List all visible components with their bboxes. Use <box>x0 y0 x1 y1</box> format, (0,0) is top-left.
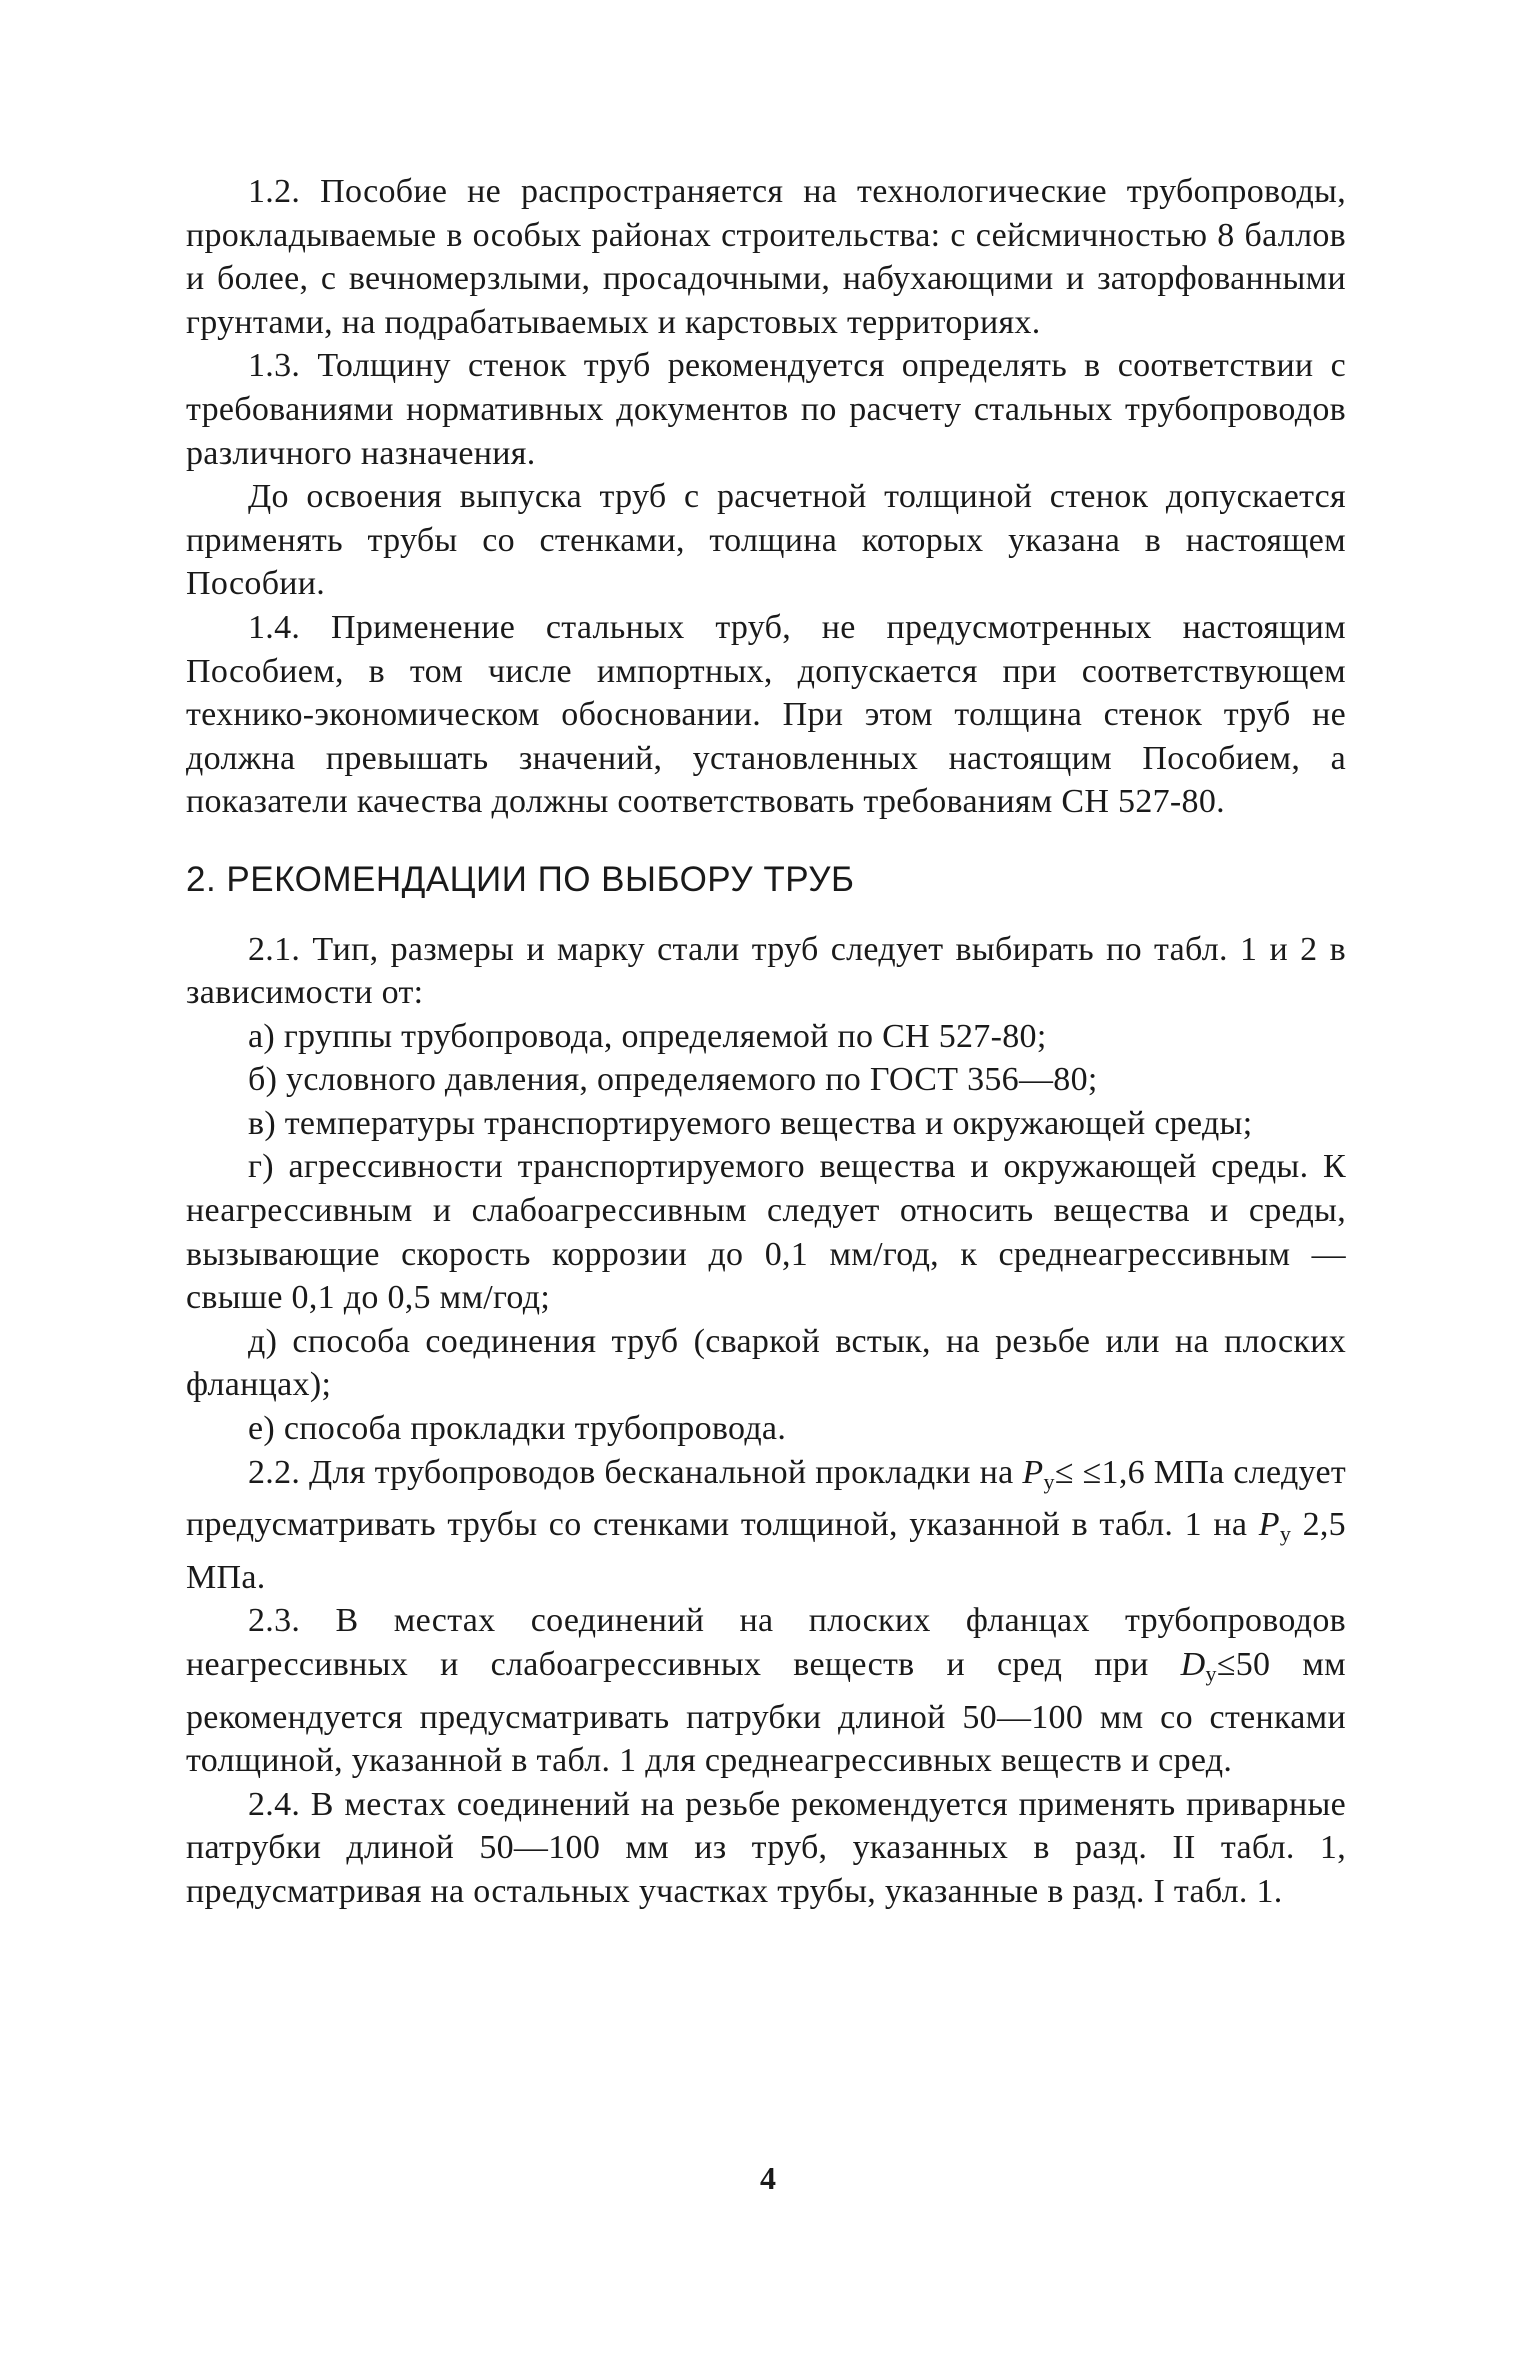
diameter-subscript: у <box>1205 1661 1217 1686</box>
paragraph-1-3: 1.3. Толщину стенок труб рекомендуется определять в соответствии с требованиями нормативных документов по расчету стальных трубопроводов различного назначения. <box>186 347 1346 472</box>
paragraph-2-1: 2.1. Тип, размеры и марку стали труб следует выбирать по табл. 1 и 2 в зависимости от: <box>186 930 1346 1012</box>
paragraph-2-3 <box>186 1599 1346 1782</box>
paragraph-2-3-part-b: ≤50 мм рекомендуется предусматривать патрубки длиной 50—100 мм со стенками толщиной, указанной в табл. 1 для среднеагрессивных веществ и сред. <box>186 1646 1346 1780</box>
paragraph-2-2-part-c: 2,5 МПа. <box>186 1506 1346 1596</box>
diameter-symbol: D <box>1180 1646 1206 1683</box>
paragraph-2-4: 2.4. В местах соединений на резьбе рекомендуется применять приварные патрубки длиной 50—100 мм из труб, указанных в разд. II табл. 1, предусматривая на остальных участках трубы, указанные в разд. I табл. 1. <box>186 1785 1346 1910</box>
pressure-symbol-2: P <box>1258 1506 1280 1544</box>
paragraph-2-2-part-b: ≤ ≤1,6 МПа следует предусматривать трубы со стенками толщиной, указанной в табл. 1 на <box>186 1453 1346 1544</box>
list-item-a: а) группы трубопровода, определяемой по СН 527-80; <box>248 1017 1047 1055</box>
paragraph-1-2: 1.2. Пособие не распространяется на технологические трубопроводы, прокладываемые в особых районах строительства: с сейсмичностью 8 баллов и более, с вечномерзлыми, просадочными, набухающими и заторфованными грунтами, на подрабатываемых и карстовых территориях. <box>186 173 1346 341</box>
page-body <box>186 170 1346 1914</box>
page-number: 4 <box>760 2160 776 2196</box>
paragraph-1-3-continued: До освоения выпуска труб с расчетной толщиной стенок допускается применять трубы со стенками, толщина которых указана в настоящем Пособии. <box>186 478 1346 603</box>
list-item-d: д) способа соединения труб (сваркой встык, на резьбе или на плоских фланцах); <box>186 1322 1346 1404</box>
section-2-heading: 2. РЕКОМЕНДАЦИИ ПО ВЫБОРУ ТРУБ <box>186 859 855 899</box>
paragraph-2-2 <box>186 1451 1346 1600</box>
pressure-subscript: у <box>1043 1468 1055 1494</box>
paragraph-2-3-part-a: 2.3. В местах соединений на плоских фланцах трубопроводов неагрессивных и слабоагрессивных веществ и сред при <box>186 1602 1346 1683</box>
list-item-b: б) условного давления, определяемого по ГОСТ 356—80; <box>248 1061 1098 1099</box>
paragraph-2-2-part-a: 2.2. Для трубопроводов бесканальной прокладки на <box>248 1453 1023 1491</box>
pressure-subscript-2: у <box>1279 1521 1292 1547</box>
list-item-e: е) способа прокладки трубопровода. <box>248 1410 787 1448</box>
list-item-g: г) агрессивности транспортируемого вещества и окружающей среды. К неагрессивным и слабоагрессивным следует относить вещества и среды, вызывающие скорость коррозии до 0,1 мм/год, к среднеагрессивным — свыше 0,1 до 0,5 мм/год; <box>186 1148 1346 1317</box>
list-item-v: в) температуры транспортируемого вещества и окружающей среды; <box>248 1104 1253 1142</box>
paragraph-1-4: 1.4. Применение стальных труб, не предусмотренных настоящим Пособием, в том числе импортных, допускается при соответствующем технико-экономическом обосновании. При этом толщина стенок труб не должна превышать значений, установленных настоящим Пособием, а показатели качества должны соответствовать требованиям СН 527-80. <box>186 608 1346 821</box>
pressure-symbol: P <box>1022 1453 1044 1491</box>
